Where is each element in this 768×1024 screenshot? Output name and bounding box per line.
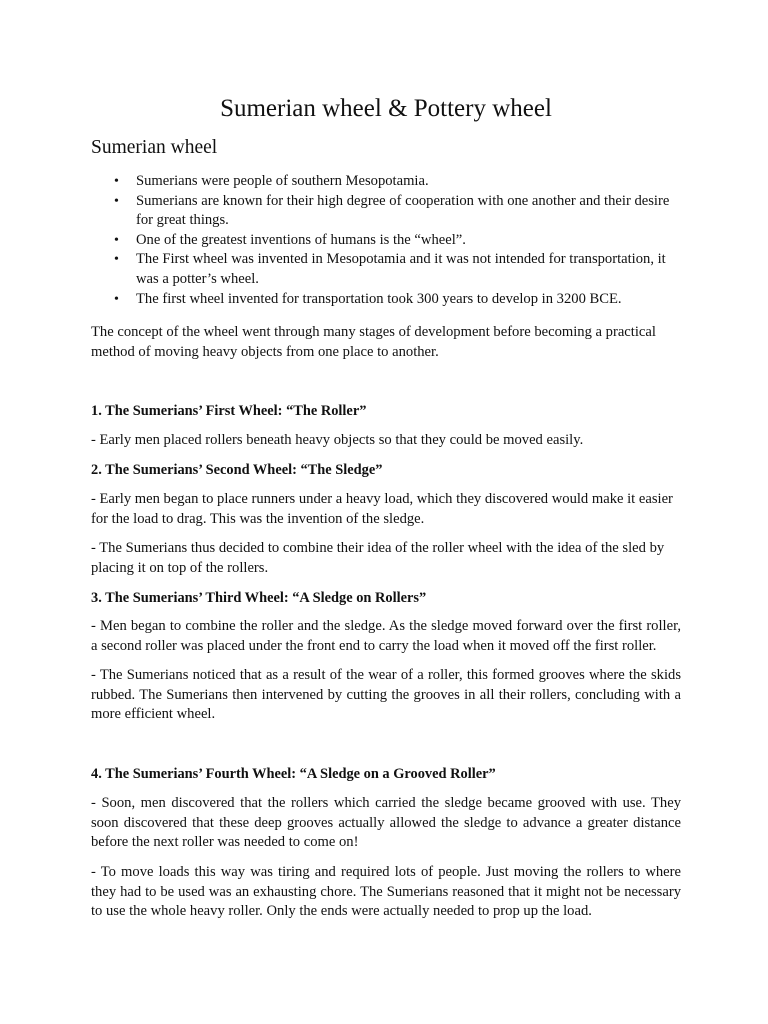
bullet-item: • One of the greatest inventions of humans is the “wheel”. (91, 231, 681, 251)
intro-paragraph: The concept of the wheel went through many stages of development before becoming a practical method of moving heavy objects from one place to another. (91, 324, 656, 360)
stage-1-paragraph-1: - Early men placed rollers beneath heavy objects so that they could be moved easily. (91, 432, 584, 448)
bullet-item: • The First wheel was invented in Mesopotamia and it was not intended for transportation, it was a potter’s wheel. (114, 251, 666, 287)
stage-4-heading: 4. The Sumerians’ Fourth Wheel: “A Sledge on a Grooved Roller” (91, 766, 496, 782)
stage-2-heading: 2. The Sumerians’ Second Wheel: “The Sledge” (91, 462, 383, 478)
stage-3-paragraph-2: - The Sumerians noticed that as a result of the wear of a roller, this formed grooves where the skids rubbed. The Sumerians then intervened by cutting the grooves in all their rollers, concluding with a more efficient wheel. (91, 667, 681, 723)
bullet-list (91, 172, 681, 309)
bullet-item: • Sumerians are known for their high degree of cooperation with one another and their desire for great things. (114, 192, 670, 229)
section-title: Sumerian wheel (91, 137, 218, 158)
stage-2-paragraph-1: - Early men began to place runners under a heavy load, which they discovered would make it easier for the load to drag. This was the invention of the sledge. (91, 491, 673, 527)
bullet-item: • The first wheel invented for transportation took 300 years to develop in 3200 BCE. (91, 290, 681, 310)
document-title: Sumerian wheel & Pottery wheel (220, 95, 552, 122)
stage-1-heading: 1. The Sumerians’ First Wheel: “The Roller” (91, 403, 367, 419)
bullet-icon: • (114, 232, 119, 248)
stage-4-paragraph-2: - To move loads this way was tiring and required lots of people. Just moving the rollers to where they had to be used was an exhausting chore. The Sumerians reasoned that it might not be necessary to use the whole heavy roller. Only the ends were actually needed to prop up the load. (91, 864, 681, 920)
bullet-item: • Sumerians were people of southern Mesopotamia. (91, 172, 681, 192)
stage-3-paragraph-1: - Men began to combine the roller and the sledge. As the sledge moved forward over the first roller, a second roller was placed under the front end to carry the load when it moved off the first roller. (91, 618, 681, 654)
stage-3-heading: 3. The Sumerians’ Third Wheel: “A Sledge on Rollers” (91, 590, 427, 606)
bullet-icon: • (114, 174, 119, 189)
bullet-icon: • (114, 291, 119, 307)
stage-2-paragraph-2: - The Sumerians thus decided to combine their idea of the roller wheel with the idea of the sled by placing it on top of the rollers. (91, 540, 665, 576)
bullet-icon: • (114, 252, 119, 268)
bullet-icon: • (114, 193, 119, 209)
stage-4-paragraph-1: - Soon, men discovered that the rollers which carried the sledge became grooved with use. They soon discovered that these deep grooves actually allowed the sledge to advance a greater distance before the next roller was needed to come on! (91, 795, 681, 851)
